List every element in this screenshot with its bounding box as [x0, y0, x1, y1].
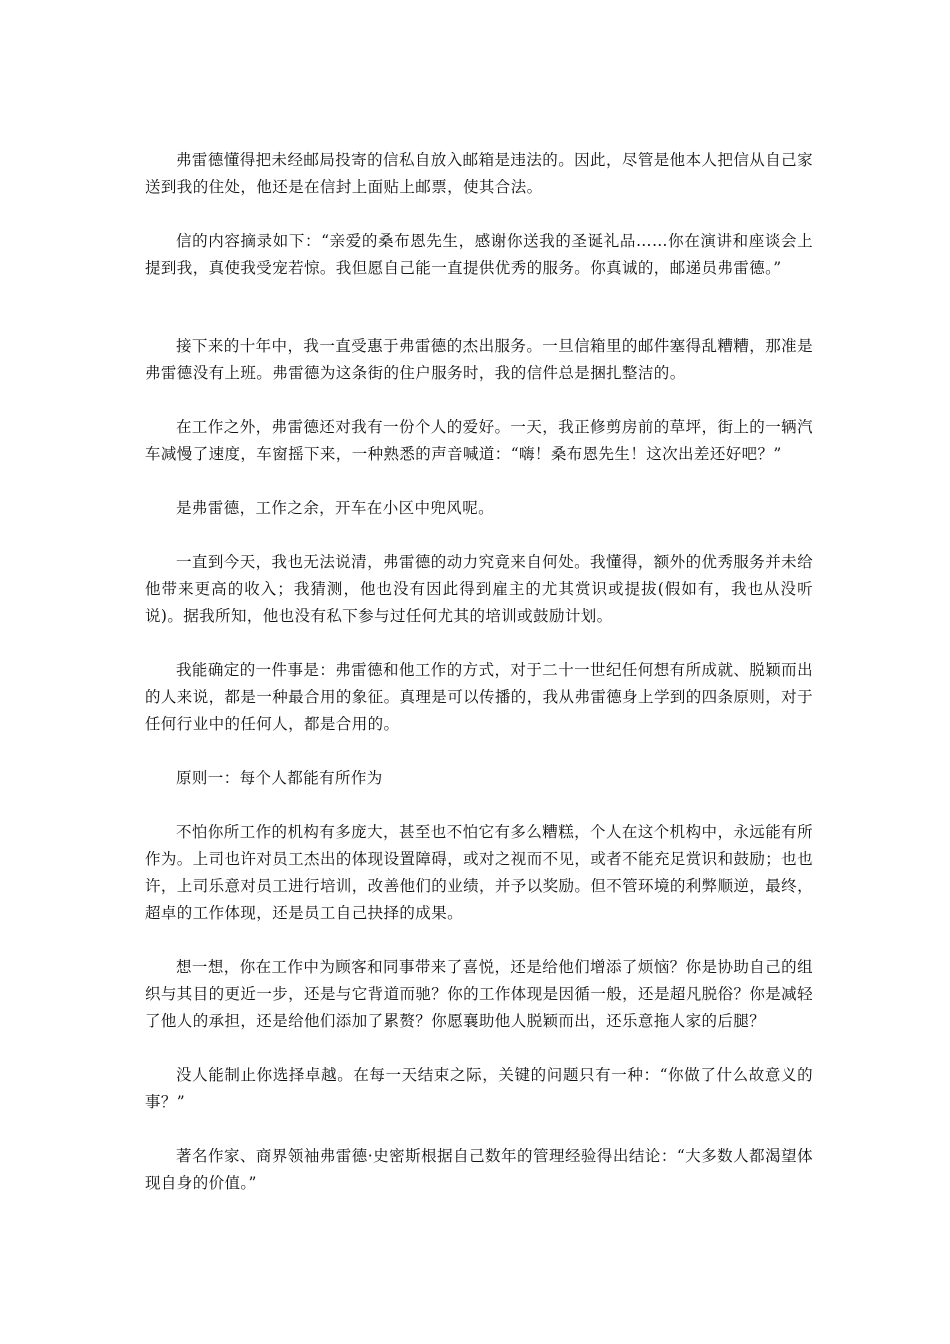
paragraph-4: 在工作之外，弗雷德还对我有一份个人的爱好。一天，我正修剪房前的草坪，街上的一辆汽车减慢了速度，车窗摇下来，一种熟悉的声音喊道：“嗨！桑布恩先生！这次出差还好吧？”	[145, 418, 813, 463]
paragraph-6: 一直到今天，我也无法说清，弗雷德的动力究竟来自何处。我懂得，额外的优秀服务并未给他带来更高的收入；我猜测，他也没有因此得到雇主的尤其赏识或提拔(假如有，我也从没听说)。据我所知，他也没有私下参与过任何尤其的培训或鼓励计划。	[145, 553, 813, 625]
document-body	[145, 147, 813, 1224]
paragraph-5: 是弗雷德，工作之余，开车在小区中兜风呢。	[176, 499, 495, 517]
paragraph-2: 信的内容摘录如下：“亲爱的桑布恩先生，感谢你送我的圣诞礼品……你在演讲和座谈会上提到我，真使我受宠若惊。我但愿自己能一直提供优秀的服务。你真诚的，邮递员弗雷德。”	[145, 232, 813, 277]
section-heading-principle-1: 原则一：每个人都能有所作为	[176, 769, 383, 787]
paragraph-1: 弗雷德懂得把未经邮局投寄的信私自放入邮箱是违法的。因此，尽管是他本人把信从自己家送到我的住处，他还是在信封上面贴上邮票，使其合法。	[145, 151, 813, 196]
paragraph-3: 接下来的十年中，我一直受惠于弗雷德的杰出服务。一旦信箱里的邮件塞得乱糟糟，那准是弗雷德没有上班。弗雷德为这条街的住户服务时，我的信件总是捆扎整洁的。	[145, 337, 813, 382]
paragraph-7: 我能确定的一件事是：弗雷德和他工作的方式，对于二十一世纪任何想有所成就、脱颖而出的人来说，都是一种最合用的象征。真理是可以传播的，我从弗雷德身上学到的四条原则，对于任何行业中的任何人，都是合用的。	[145, 661, 813, 733]
paragraph-11: 没人能制止你选择卓越。在每一天结束之际，关键的问题只有一种：“你做了什么故意义的事？”	[145, 1066, 813, 1111]
paragraph-9: 不怕你所工作的机构有多庞大，甚至也不怕它有多么糟糕，个人在这个机构中，永远能有所作为。上司也许对员工杰出的体现设置障碍，或对之视而不见，或者不能充足赏识和鼓励；也也许，上司乐意对员工进行培训，改善他们的业绩，并予以奖励。但不管环境的利弊顺逆，最终，超卓的工作体现，还是员工自己抉择的成果。	[145, 823, 813, 922]
paragraph-12: 著名作家、商界领袖弗雷德·史密斯根据自己数年的管理经验得出结论：“大多数人都渴望体现自身的价值。”	[145, 1147, 813, 1192]
paragraph-10: 想一想，你在工作中为顾客和同事带来了喜悦，还是给他们增添了烦恼？你是协助自己的组织与其目的更近一步，还是与它背道而驰？你的工作体现是因循一般，还是超凡脱俗？你是减轻了他人的承担，还是给他们添加了累赘？你愿襄助他人脱颖而出，还乐意拖人家的后腿？	[145, 958, 813, 1030]
